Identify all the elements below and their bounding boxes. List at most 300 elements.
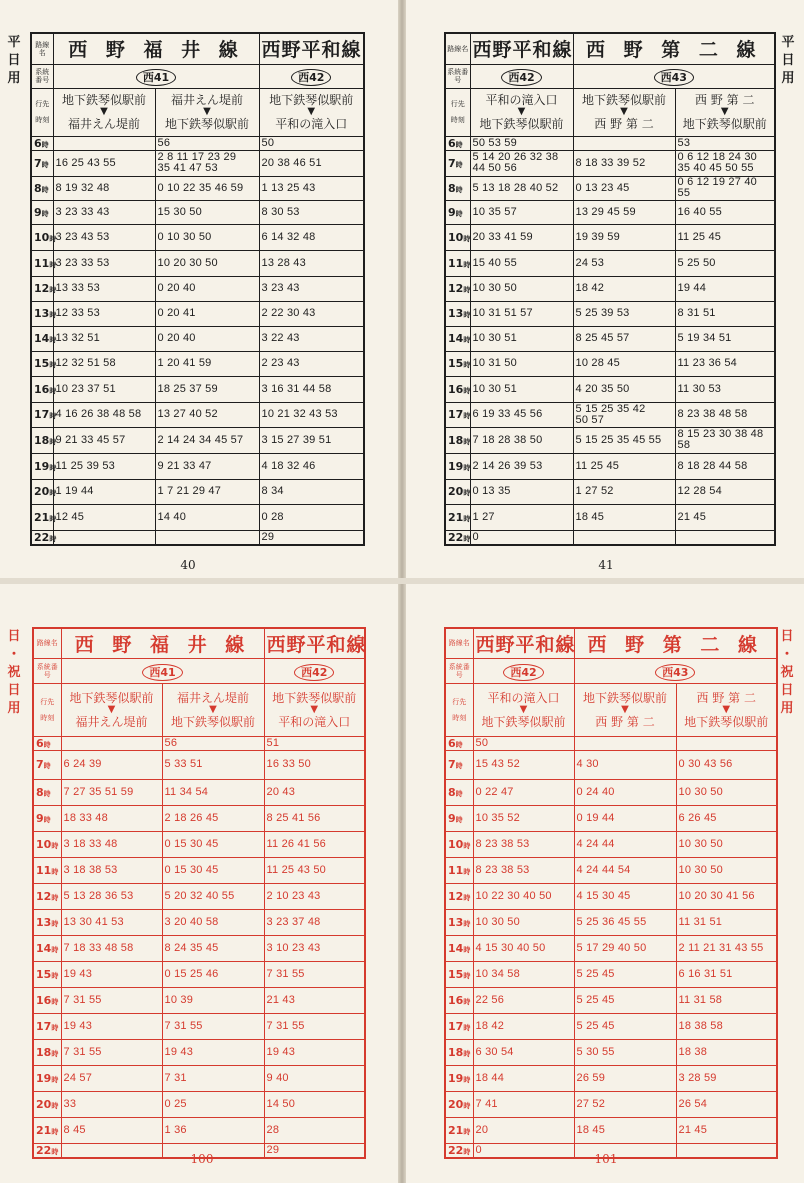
hour-value: 9 <box>448 205 456 219</box>
hour-value: 20 <box>448 485 464 498</box>
departure-minutes: 3 18 33 48 <box>61 831 162 857</box>
departure-minutes: 5 13 18 28 40 52 <box>470 176 573 200</box>
table-row <box>33 805 365 831</box>
hour-suffix: 時 <box>49 534 57 543</box>
arrow-down-icon: ▼ <box>307 106 316 117</box>
departure-minutes: 11 31 51 <box>676 909 777 935</box>
hour-suffix: 時 <box>455 160 463 169</box>
route-name-row <box>445 33 775 64</box>
departure-minutes: 10 30 51 <box>470 326 573 351</box>
hour-cell <box>33 1039 61 1065</box>
hour-value: 19 <box>448 1071 464 1085</box>
direction-to: 地下鉄琴似駅前 <box>682 117 767 131</box>
hour-cell <box>445 250 470 276</box>
table-row <box>31 351 364 376</box>
hour-cell <box>31 479 57 504</box>
table-row <box>33 987 365 1013</box>
table-row <box>31 200 364 224</box>
departure-minutes: 24 57 <box>61 1065 162 1091</box>
departure-minutes: 5 13 28 36 53 <box>61 883 162 909</box>
departure-minutes: 7 31 55 <box>162 1013 264 1039</box>
hour-value: 9 <box>448 811 456 825</box>
departure-minutes: 3 22 43 <box>259 326 364 351</box>
route-name-label: 路線名 <box>31 33 53 64</box>
departure-minutes: 3 20 40 58 <box>162 909 264 935</box>
table-row <box>33 1039 365 1065</box>
departure-minutes: 9 21 33 45 57 <box>53 427 155 453</box>
departure-minutes: 26 54 <box>676 1091 777 1117</box>
arrow-down-icon: ▼ <box>310 703 319 715</box>
hour-value: 18 <box>34 433 50 447</box>
route-line-name: 西野平和線 <box>264 628 365 658</box>
table-row <box>445 276 775 301</box>
departure-minutes: 10 20 30 50 <box>155 250 259 276</box>
hour-cell <box>33 987 61 1013</box>
departure-minutes: 0 20 40 <box>155 326 259 351</box>
hour-cell <box>31 176 53 200</box>
hour-cell <box>445 831 473 857</box>
hour-suffix: 時 <box>463 919 471 928</box>
direction-row <box>31 88 364 136</box>
departure-minutes: 1 20 41 59 <box>155 351 259 376</box>
departure-minutes: 7 18 33 48 58 <box>61 935 162 961</box>
hour-value: 10 <box>448 230 464 244</box>
departure-minutes: 18 45 <box>573 504 675 530</box>
departure-minutes: 10 30 50 <box>470 276 573 301</box>
hour-suffix: 時 <box>51 1101 59 1110</box>
departure-minutes: 19 43 <box>61 961 162 987</box>
time-label: 時刻 <box>450 116 465 124</box>
arrow-down-icon: ▼ <box>517 106 526 117</box>
hour-cell <box>445 224 470 250</box>
departure-minutes: 56 <box>162 736 264 750</box>
hour-value: 8 <box>448 785 456 799</box>
system-number-badge: 西41 <box>136 69 176 86</box>
departure-minutes: 19 44 <box>675 276 775 301</box>
system-number-row <box>33 658 365 683</box>
departure-minutes: 4 15 30 40 50 <box>473 935 574 961</box>
system-number-badge: 西41 <box>142 664 182 681</box>
departure-minutes: 10 22 30 40 50 <box>473 883 574 909</box>
table-row <box>33 1091 365 1117</box>
system-number-label: 系統番号 <box>445 64 470 88</box>
hour-suffix: 時 <box>51 1023 59 1032</box>
departure-minutes: 0 6 12 19 27 40 55 <box>675 176 775 200</box>
departure-minutes <box>675 530 775 545</box>
departure-minutes: 0 15 30 45 <box>162 831 264 857</box>
destination-label: 行先 <box>452 697 467 706</box>
table-row <box>31 427 364 453</box>
departure-minutes: 1 7 21 29 47 <box>155 479 259 504</box>
departure-minutes: 20 33 41 59 <box>470 224 573 250</box>
departure-minutes: 12 28 54 <box>675 479 775 504</box>
table-row <box>31 176 364 200</box>
table-row <box>445 1117 777 1143</box>
hour-suffix: 時 <box>51 997 59 1006</box>
hour-value: 22 <box>448 1143 464 1157</box>
hour-suffix: 時 <box>51 867 59 876</box>
hour-value: 21 <box>36 1123 52 1137</box>
hour-cell <box>33 1013 61 1039</box>
hour-value: 13 <box>448 307 464 320</box>
departure-minutes: 50 53 59 <box>470 136 573 150</box>
departure-minutes: 13 29 45 59 <box>573 200 675 224</box>
time-label: 時刻 <box>35 116 50 124</box>
table-row <box>445 750 777 779</box>
direction-cell <box>675 88 775 136</box>
hour-suffix: 時 <box>463 893 471 902</box>
hour-value: 19 <box>448 459 464 473</box>
table-row <box>445 530 775 545</box>
hour-suffix: 時 <box>455 762 463 770</box>
hour-value: 6 <box>36 736 44 750</box>
destination-time-label <box>445 683 473 736</box>
table-row <box>445 1013 777 1039</box>
system-number-cell <box>53 64 259 88</box>
hour-suffix: 時 <box>463 514 471 523</box>
departure-minutes: 6 19 33 45 56 <box>470 402 573 427</box>
departure-minutes: 19 43 <box>61 1013 162 1039</box>
hour-value: 20 <box>448 1097 464 1111</box>
hour-value: 20 <box>34 485 50 498</box>
hour-cell <box>445 961 473 987</box>
hour-value: 15 <box>448 967 464 981</box>
direction-from: 平和の滝入口 <box>485 93 558 107</box>
departure-minutes: 1 27 <box>470 504 573 530</box>
departure-minutes: 20 <box>473 1117 574 1143</box>
destination-time-label <box>33 683 61 736</box>
departure-minutes: 7 18 28 38 50 <box>470 427 573 453</box>
hour-cell <box>33 831 61 857</box>
table-row <box>31 276 364 301</box>
departure-minutes: 10 31 50 <box>470 351 573 376</box>
departure-minutes: 2 14 24 34 45 57 <box>155 427 259 453</box>
page-number: 100 <box>190 1152 214 1166</box>
departure-minutes: 4 24 44 <box>574 831 676 857</box>
hour-value: 15 <box>34 357 50 370</box>
departure-minutes: 0 <box>473 1143 574 1158</box>
departure-minutes: 10 21 32 43 53 <box>259 402 364 427</box>
departure-minutes: 6 16 31 51 <box>676 961 777 987</box>
departure-minutes: 1 19 44 <box>53 479 155 504</box>
table-row <box>445 961 777 987</box>
system-number-label: 系統番号 <box>31 64 53 88</box>
departure-minutes <box>162 1143 264 1158</box>
hour-cell <box>31 224 57 250</box>
hour-suffix: 時 <box>463 1127 471 1136</box>
departure-minutes: 2 10 23 43 <box>264 883 365 909</box>
hour-suffix: 時 <box>43 789 51 798</box>
direction-from: 地下鉄琴似駅前 <box>272 690 357 705</box>
direction-to: 西 野 第 二 <box>595 714 655 729</box>
departure-minutes: 20 38 46 51 <box>259 150 364 176</box>
arrow-down-icon: ▼ <box>203 106 211 117</box>
direction-from: 地下鉄琴似駅前 <box>581 93 666 107</box>
hour-suffix: 時 <box>43 815 51 824</box>
departure-minutes: 6 24 39 <box>61 750 162 779</box>
hour-suffix: 時 <box>455 815 463 824</box>
departure-minutes: 1 27 52 <box>573 479 675 504</box>
direction-to: 地下鉄琴似駅前 <box>170 714 255 729</box>
departure-minutes: 11 31 58 <box>676 987 777 1013</box>
destination-label: 行先 <box>450 100 465 108</box>
departure-minutes: 22 56 <box>473 987 574 1013</box>
departure-minutes: 5 19 34 51 <box>675 326 775 351</box>
departure-minutes: 8 23 38 48 58 <box>675 402 775 427</box>
table-row <box>33 1117 365 1143</box>
departure-minutes: 5 25 45 <box>574 987 676 1013</box>
departure-minutes: 18 25 37 59 <box>155 376 259 402</box>
table-row <box>33 1143 365 1158</box>
departure-minutes: 8 23 38 53 <box>473 831 574 857</box>
direction-from: 地下鉄琴似駅前 <box>61 93 146 107</box>
table-row <box>33 750 365 779</box>
table-row <box>31 504 364 530</box>
departure-minutes: 33 <box>61 1091 162 1117</box>
hour-suffix: 時 <box>463 1147 471 1156</box>
departure-minutes: 3 23 43 <box>259 276 364 301</box>
hour-suffix: 時 <box>41 209 49 218</box>
table-row <box>445 200 775 224</box>
table-row <box>445 1143 777 1158</box>
table-row <box>31 301 364 326</box>
hour-suffix: 時 <box>463 1023 471 1032</box>
hour-value: 22 <box>448 530 464 544</box>
hour-value: 22 <box>34 530 50 544</box>
departure-minutes: 9 21 33 47 <box>155 453 259 479</box>
table-row <box>33 909 365 935</box>
system-number-cell <box>61 658 264 683</box>
hour-suffix: 時 <box>49 437 57 446</box>
direction-from: 平和の滝入口 <box>487 690 560 705</box>
hour-cell <box>445 909 473 935</box>
departure-minutes: 10 39 <box>162 987 264 1013</box>
direction-to: 地下鉄琴似駅前 <box>164 117 249 131</box>
hour-value: 12 <box>448 889 464 903</box>
departure-minutes: 10 31 51 57 <box>470 301 573 326</box>
table-row <box>31 479 364 504</box>
table-row <box>31 150 364 176</box>
departure-minutes: 11 26 41 56 <box>264 831 365 857</box>
destination-time-label <box>31 88 53 136</box>
hour-cell <box>445 301 470 326</box>
hour-cell <box>445 1091 473 1117</box>
direction-cell <box>155 88 259 136</box>
system-number-cell <box>259 64 364 88</box>
table-row <box>33 935 365 961</box>
table-row <box>445 427 775 453</box>
table-row <box>33 1065 365 1091</box>
hour-suffix: 時 <box>455 789 463 798</box>
hour-value: 6 <box>448 136 456 150</box>
departure-minutes: 16 33 50 <box>264 750 365 779</box>
hour-suffix: 時 <box>49 286 57 294</box>
hour-suffix: 時 <box>49 260 57 269</box>
departure-minutes: 29 <box>264 1143 365 1158</box>
departure-minutes <box>53 136 155 150</box>
day-type-label: 平 日 用 <box>781 35 795 86</box>
hour-suffix: 時 <box>463 386 471 395</box>
direction-cell <box>470 88 573 136</box>
departure-minutes: 8 45 <box>61 1117 162 1143</box>
hour-value: 7 <box>36 758 44 771</box>
table-row <box>31 453 364 479</box>
departure-minutes: 2 8 11 17 23 29 35 41 47 53 <box>155 150 259 176</box>
departure-minutes: 26 59 <box>574 1065 676 1091</box>
arrow-down-icon: ▼ <box>107 703 116 715</box>
table-row <box>33 779 365 805</box>
table-row <box>445 1091 777 1117</box>
route-line-name: 西 野 第 二 線 <box>573 33 775 64</box>
departure-minutes: 8 25 45 57 <box>573 326 675 351</box>
departure-minutes: 5 20 32 40 55 <box>162 883 264 909</box>
departure-minutes: 19 43 <box>264 1039 365 1065</box>
hour-value: 19 <box>34 459 50 473</box>
hour-suffix: 時 <box>463 1049 471 1058</box>
departure-minutes: 56 <box>155 136 259 150</box>
departure-minutes: 12 45 <box>53 504 155 530</box>
hour-cell <box>445 200 470 224</box>
hour-suffix: 時 <box>49 336 57 344</box>
hour-value: 16 <box>448 993 464 1007</box>
hour-cell <box>445 805 473 831</box>
departure-minutes <box>61 736 162 750</box>
departure-minutes: 8 34 <box>259 479 364 504</box>
hour-value: 11 <box>448 863 464 877</box>
direction-row <box>445 683 777 736</box>
hour-cell <box>33 736 61 750</box>
hour-cell <box>31 351 57 376</box>
hour-cell <box>445 351 470 376</box>
departure-minutes: 28 <box>264 1117 365 1143</box>
hour-value: 11 <box>36 863 52 877</box>
table-row <box>445 479 775 504</box>
departure-minutes: 8 23 38 53 <box>473 857 574 883</box>
hour-value: 13 <box>448 915 464 929</box>
departure-minutes: 4 30 <box>574 750 676 779</box>
hour-cell <box>31 376 57 402</box>
direction-from: 福井えん堤前 <box>176 690 249 705</box>
table-row <box>445 857 777 883</box>
departure-minutes: 21 45 <box>675 504 775 530</box>
departure-minutes: 18 44 <box>473 1065 574 1091</box>
departure-minutes <box>574 1143 676 1158</box>
hour-suffix: 時 <box>463 1075 471 1084</box>
hour-cell <box>31 504 57 530</box>
departure-minutes: 3 23 37 48 <box>264 909 365 935</box>
departure-minutes: 3 23 33 53 <box>53 250 155 276</box>
departure-minutes <box>676 736 777 750</box>
departure-minutes: 8 31 51 <box>675 301 775 326</box>
hour-suffix: 時 <box>463 361 471 369</box>
timetable <box>32 627 366 1159</box>
direction-from: 地下鉄琴似駅前 <box>69 690 154 705</box>
system-number-cell <box>264 658 365 683</box>
departure-minutes <box>574 736 676 750</box>
departure-minutes: 11 25 43 50 <box>264 857 365 883</box>
hour-cell <box>31 427 57 453</box>
hour-suffix: 時 <box>49 361 57 369</box>
departure-minutes: 51 <box>264 736 365 750</box>
departure-minutes: 21 45 <box>676 1117 777 1143</box>
hour-value: 14 <box>36 941 52 955</box>
departure-minutes: 7 31 55 <box>264 961 365 987</box>
table-row <box>445 883 777 909</box>
departure-minutes: 10 35 57 <box>470 200 573 224</box>
hour-suffix: 時 <box>463 463 471 472</box>
departure-minutes: 0 <box>470 530 573 545</box>
departure-minutes <box>676 1143 777 1158</box>
departure-minutes: 18 38 <box>676 1039 777 1065</box>
hour-cell <box>33 1143 61 1158</box>
hour-cell <box>445 176 470 200</box>
departure-minutes: 8 18 33 39 52 <box>573 150 675 176</box>
departure-minutes: 1 13 25 43 <box>259 176 364 200</box>
direction-from: 西 野 第 二 <box>696 690 756 705</box>
hour-cell <box>445 150 470 176</box>
table-row <box>445 831 777 857</box>
hour-value: 14 <box>448 941 464 955</box>
hour-cell <box>445 779 473 805</box>
departure-minutes: 0 20 40 <box>155 276 259 301</box>
departure-minutes: 5 25 45 <box>574 961 676 987</box>
table-row <box>445 736 777 750</box>
table-row <box>445 909 777 935</box>
hour-cell <box>33 909 61 935</box>
departure-minutes: 5 33 51 <box>162 750 264 779</box>
direction-cell <box>264 683 365 736</box>
hour-suffix: 時 <box>51 919 59 928</box>
arrow-down-icon: ▼ <box>519 703 528 715</box>
table-row <box>445 1065 777 1091</box>
system-number-label: 系統番号 <box>445 658 473 683</box>
hour-cell <box>33 1091 61 1117</box>
departure-minutes <box>155 530 259 545</box>
departure-minutes: 3 18 38 53 <box>61 857 162 883</box>
hour-suffix: 時 <box>463 336 471 344</box>
departure-minutes: 0 20 41 <box>155 301 259 326</box>
departure-minutes <box>61 1143 162 1158</box>
departure-minutes: 0 15 25 46 <box>162 961 264 987</box>
hour-suffix: 時 <box>49 234 57 243</box>
departure-minutes: 2 14 26 39 53 <box>470 453 573 479</box>
table-row <box>445 779 777 805</box>
departure-minutes: 2 22 30 43 <box>259 301 364 326</box>
departure-minutes: 0 15 30 45 <box>162 857 264 883</box>
departure-minutes: 8 19 32 48 <box>53 176 155 200</box>
route-line-name: 西野平和線 <box>259 33 364 64</box>
departure-minutes: 7 41 <box>473 1091 574 1117</box>
departure-minutes: 50 <box>259 136 364 150</box>
hour-suffix: 時 <box>463 311 471 319</box>
table-row <box>33 736 365 750</box>
departure-minutes: 0 25 <box>162 1091 264 1117</box>
hour-suffix: 時 <box>463 234 471 243</box>
table-row <box>31 402 364 427</box>
departure-minutes <box>573 136 675 150</box>
table-row <box>31 224 364 250</box>
departure-minutes: 11 25 45 <box>675 224 775 250</box>
hour-suffix: 時 <box>49 463 57 472</box>
table-row <box>445 376 775 402</box>
departure-minutes: 11 25 45 <box>573 453 675 479</box>
hour-cell <box>33 779 61 805</box>
hour-cell <box>445 857 473 883</box>
page-divider <box>0 578 804 584</box>
page-number: 40 <box>180 558 196 572</box>
hour-cell <box>31 530 57 545</box>
departure-minutes: 2 18 26 45 <box>162 805 264 831</box>
